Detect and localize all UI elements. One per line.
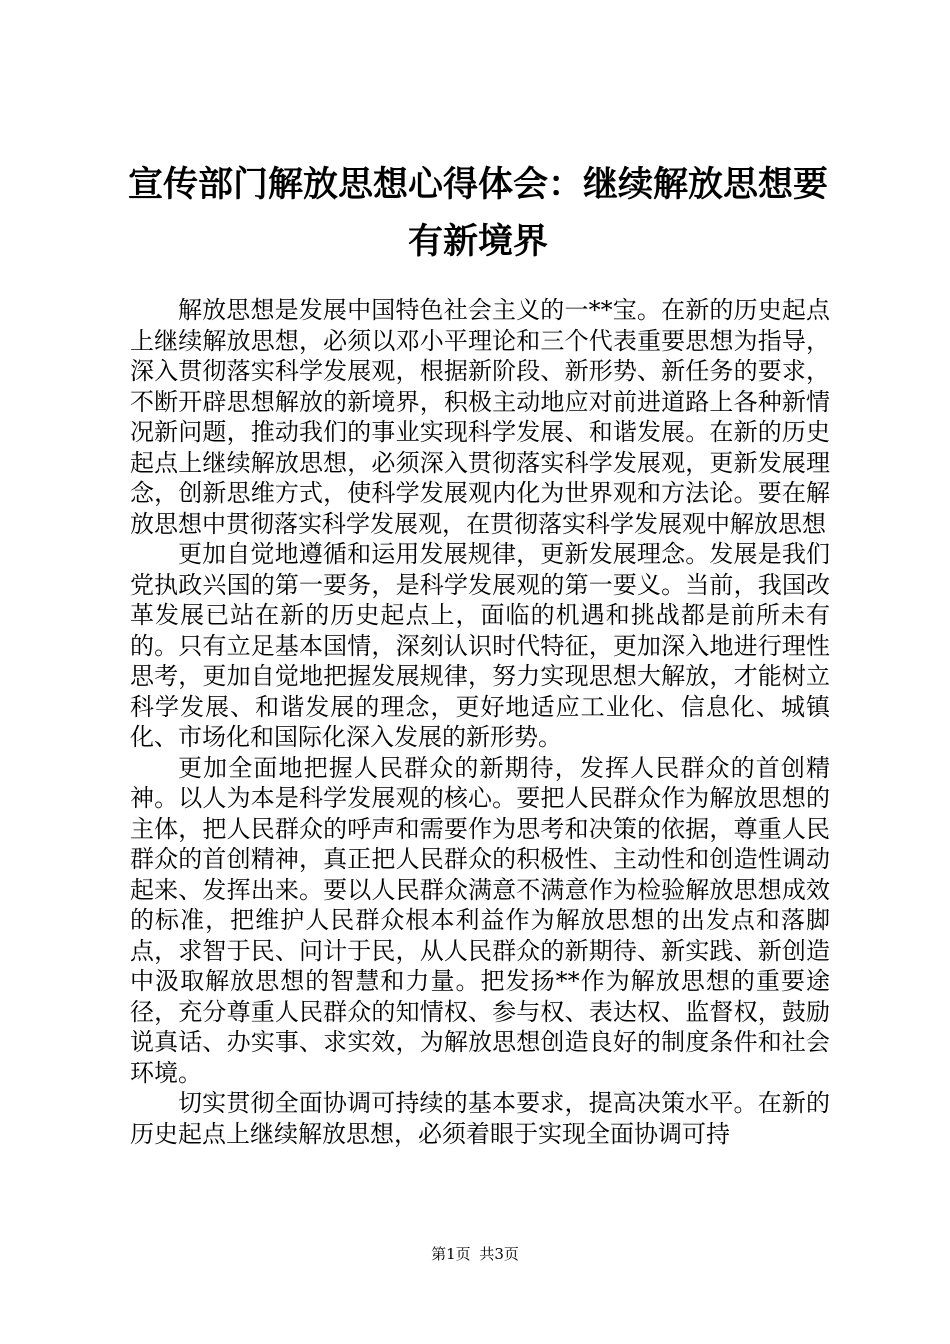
page-total: 共3页	[479, 1245, 519, 1263]
paragraph: 更加自觉地遵循和运用发展规律，更新发展理念。发展是我们党执政兴国的第一要务，是科学发展观的第一要义。当前，我国改革发展已站在新的历史起点上，面临的机遇和挑战都是前所未有的。只有立足基本国情，深刻认识时代特征，更加深入地进行理性思考，更加自觉地把握发展规律，努力实现思想大解放，才能树立科学发展、和谐发展的理念，更好地适应工业化、信息化、城镇化、市场化和国际化深入发展的新形势。	[130, 540, 830, 751]
document-body	[130, 295, 830, 1149]
page-footer	[0, 1244, 950, 1264]
document-title: 宣传部门解放思想心得体会：继续解放思想要有新境界	[128, 165, 829, 262]
paragraph: 解放思想是发展中国特色社会主义的一**宝。在新的历史起点上继续解放思想，必须以邓小平理论和三个代表重要思想为指导，深入贯彻落实科学发展观，根据新阶段、新形势、新任务的要求，不断开辟思想解放的新境界，积极主动地应对前进道路上各种新情况新问题，推动我们的事业实现科学发展、和谐发展。在新的历史起点上继续解放思想，必须深入贯彻落实科学发展观，更新发展理念，创新思维方式，使科学发展观内化为世界观和方法论。要在解放思想中贯彻落实科学发展观，在贯彻落实科学发展观中解放思想	[130, 296, 830, 538]
paragraph: 更加全面地把握人民群众的新期待，发挥人民群众的首创精神。以人为本是科学发展观的核心。要把人民群众作为解放思想的主体，把人民群众的呼声和需要作为思考和决策的依据，尊重人民群众的首创精神，真正把人民群众的积极性、主动性和创造性调动起来、发挥出来。要以人民群众满意不满意作为检验解放思想成效的标准，把维护人民群众根本利益作为解放思想的出发点和落脚点，求智于民、问计于民，从人民群众的新期待、新实践、新创造中汲取解放思想的智慧和力量。把发扬**作为解放思想的重要途径，充分尊重人民群众的知情权、参与权、表达权、监督权，鼓励说真话、办实事、求实效，为解放思想创造良好的制度条件和社会环境。	[130, 753, 830, 1087]
page-number: 第1页	[431, 1245, 471, 1263]
paragraph: 切实贯彻全面协调可持续的基本要求，提高决策水平。在新的历史起点上继续解放思想，必须着眼于实现全面协调可持	[130, 1089, 830, 1148]
